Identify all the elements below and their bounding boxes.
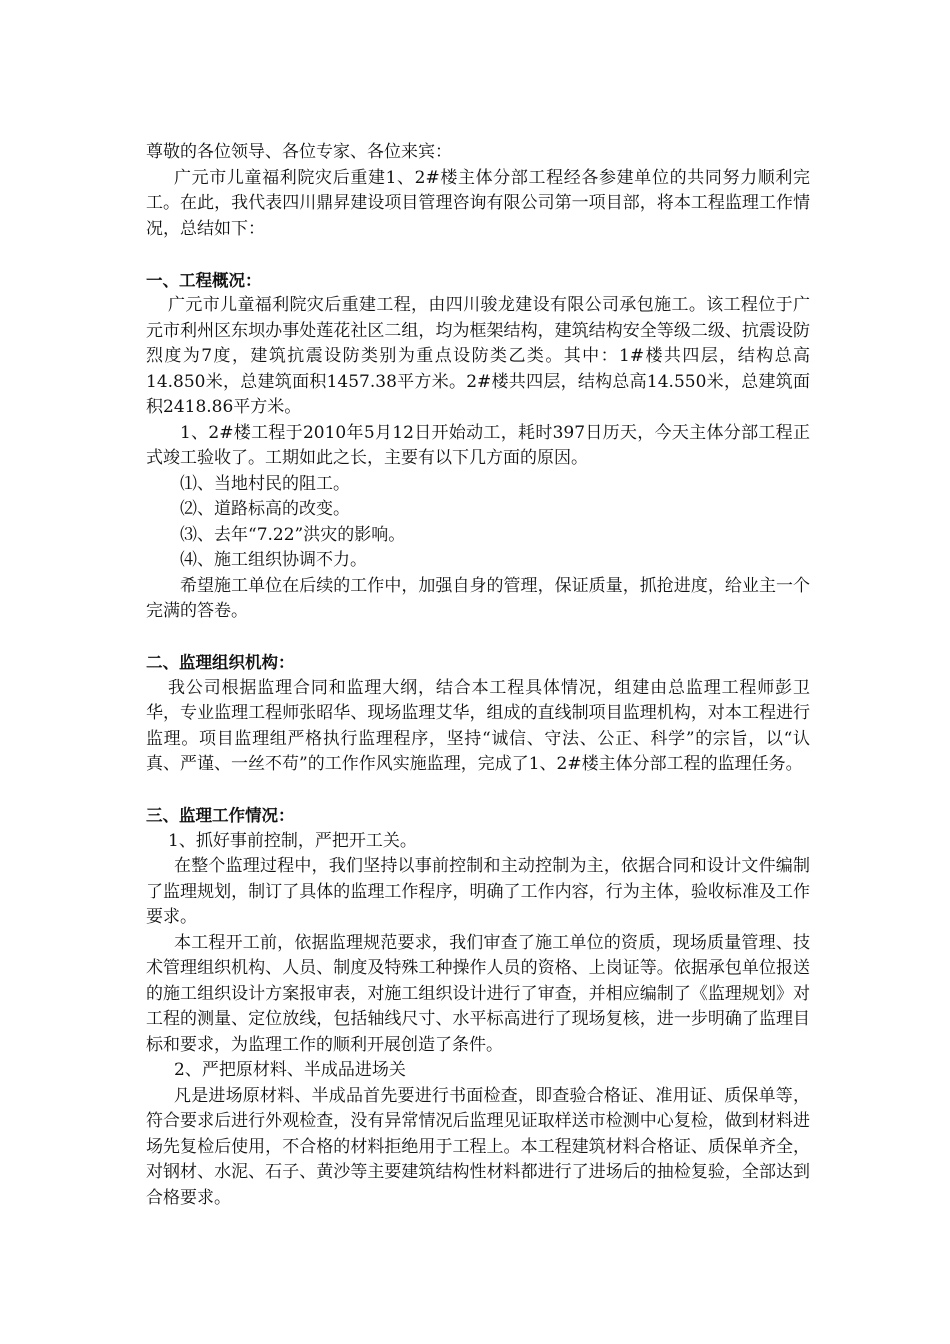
spacer	[146, 242, 810, 268]
reason-item: ⑴、当地村民的阻工。	[180, 473, 350, 494]
spacer	[146, 625, 810, 651]
section1-paragraph-3: 希望施工单位在后续的工作中，加强自身的管理，保证质量，抓抢进度，给业主一个完满的答卷。	[146, 575, 810, 621]
section3-subheading-1: 1、抓好事前控制，严把开工关。	[168, 830, 417, 851]
section1-heading: 一、工程概况：	[146, 270, 262, 290]
reason-item: ⑷、施工组织协调不力。	[180, 550, 367, 570]
section1-paragraph: 广元市儿童福利院灾后重建工程，由四川骏龙建设有限公司承包施工。该工程位于广元市利州区东坝办事处莲花社区二组，均为框架结构，建筑结构安全等级二级、抗震设防烈度为7度，建筑抗震设防类别为重点设防类乙类。其中：1#楼共四层，结构总高14.850米，总建筑面积1457.38平方米。2#楼共四层，结构总高14.550米，总建筑面积2418.86平方米。	[146, 295, 810, 417]
intro-paragraph: 广元市儿童福利院灾后重建1、2#楼主体分部工程经各参建单位的共同努力顺利完工。在此，我代表四川鼎昇建设项目管理咨询有限公司第一项目部，将本工程监理工作情况，总结如下：	[146, 167, 810, 239]
section3-paragraph-3: 凡是进场原材料、半成品首先要进行书面检查，即查验合格证、准用证、质保单等，符合要求后进行外观检查，没有异常情况后监理见证取样送市检测中心复检，做到材料进场先复检后使用，不合格的材料拒绝用于工程上。本工程建筑材料合格证、质保单齐全，对钢材、水泥、石子、黄沙等主要建筑结构性材料都进行了进场后的抽检复验，全部达到合格要求。	[146, 1085, 810, 1208]
section3-paragraph-2: 本工程开工前，依据监理规范要求，我们审查了施工单位的资质，现场质量管理、技术管理组织机构、人员、制度及特殊工种操作人员的资格、上岗证等。依据承包单位报送的施工组织设计方案报审表，对施工组织设计进行了审查，并相应编制了《监理规划》对工程的测量、定位放线，包括轴线尺寸、水平标高进行了现场复核，进一步明确了监理目标和要求，为监理工作的顺利开展创造了条件。	[146, 932, 810, 1055]
reason-item: ⑶、去年“7.22”洪灾的影响。	[180, 524, 406, 545]
section2-heading: 二、监理组织机构：	[146, 653, 295, 672]
document-page	[146, 140, 810, 1211]
section1-paragraph-2: 1、2#楼工程于2010年5月12日开始动工，耗时397日历天，今天主体分部工程正式竣工验收了。工期如此之长，主要有以下几方面的原因。	[146, 422, 810, 468]
greeting: 尊敬的各位领导、各位专家、各位来宾：	[146, 142, 452, 162]
section3-subheading-2: 2、严把原材料、半成品进场关	[174, 1060, 406, 1080]
section3-heading: 三、监理工作情况：	[146, 806, 295, 825]
spacer	[146, 778, 810, 804]
reason-item: ⑵、道路标高的改变。	[180, 499, 350, 519]
section2-paragraph: 我公司根据监理合同和监理大纲，结合本工程具体情况，组建由总监理工程师彭卫华，专业监理工程师张昭华、现场监理艾华，组成的直线制项目监理机构，对本工程进行监理。项目监理组严格执行监理程序，坚持“诚信、守法、公正、科学”的宗旨，以“认真、严谨、一丝不苟”的工作作风实施监理，完成了1、2#楼主体分部工程的监理任务。	[146, 677, 810, 774]
section3-paragraph-1: 在整个监理过程中，我们坚持以事前控制和主动控制为主，依据合同和设计文件编制了监理规划，制订了具体的监理工作程序，明确了工作内容，行为主体，验收标准及工作要求。	[146, 856, 810, 927]
